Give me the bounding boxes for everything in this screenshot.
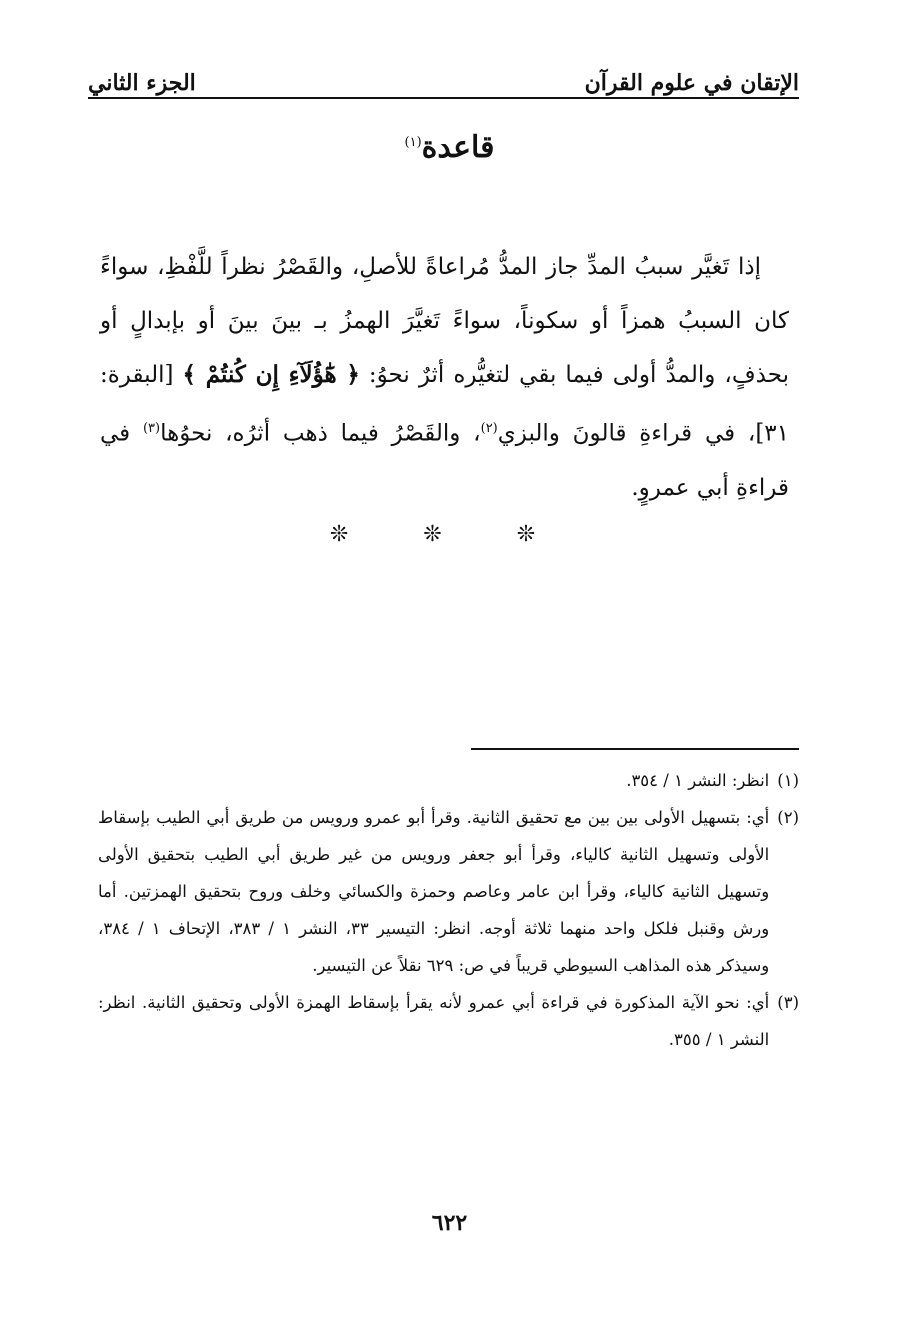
footnote-number: (٣) (777, 993, 799, 1012)
section-title (0, 130, 899, 165)
note-ref-3: (٣) (142, 421, 161, 436)
footnote-1 (98, 762, 799, 799)
main-paragraph (100, 240, 789, 515)
paragraph-text-2: [البقرة: ٣١]، في قراءةِ قالونَ والبزي (100, 362, 790, 447)
section-title-text: قاعدة (421, 130, 495, 165)
header-rule (88, 97, 799, 99)
footnote-text: انظر: النشر ١ / ٣٥٤. (626, 771, 770, 790)
footnote-text: أي: نحو الآية المذكورة في قراءة أبي عمرو لأنه يقرأ بإسقاط الهمزة الأولى وتحقيق الثانية. انظر: النشر ١ / ٣٥٥. (98, 993, 770, 1049)
footnote-3 (98, 984, 799, 1058)
paragraph-text-1: إذا تَغيَّر سببُ المدِّ جاز المدُّ مُراعاةً للأصلِ، والقَصْرُ نظراً للَّفْظِ، سواءً كان السببُ همزاً أو سكوناً، سواءً تَغيَّرَ الهمزُ بـ بينَ بينَ أو بإبدالٍ أو بحذفٍ، والمدُّ أولى فيما بقي لتغيُّره أثرٌ نحوُ: (100, 254, 789, 388)
paragraph-text-4: في قراءةِ أبي عمروٍ. (100, 420, 789, 501)
page-number: ٦٢٢ (431, 1210, 468, 1236)
book-title: الإتقان في علوم القرآن (584, 70, 799, 96)
footnote-number: (١) (777, 771, 799, 790)
footnote-number: (٢) (777, 808, 799, 827)
running-header (88, 52, 799, 96)
quran-quote: ﴿ هَٰٓؤُلَآءِ إِن كُنتُمْ ﴾ (182, 361, 360, 388)
footnote-rule (471, 748, 799, 750)
main-text (100, 240, 789, 515)
note-ref-2: (٢) (480, 421, 498, 436)
paragraph-text-3: ، والقَصْرُ فيما ذهب أثرُه، نحوُها (160, 420, 481, 447)
section-note-ref: (١) (404, 135, 422, 150)
section-separator: ❊ ❊ ❊ (329, 522, 570, 547)
footnotes (98, 762, 799, 1058)
volume-label: الجزء الثاني (88, 70, 196, 96)
footnote-text: أي: بتسهيل الأولى بين بين مع تحقيق الثانية. وقرأ أبو عمرو ورويس من طريق أبي الطيب بإسقاط الأولى وتسهيل الثانية كالياء، وقرأ أبو جعفر ورويس من غير طريق أبي الطيب بتحقيق الأولى وتسهيل الثانية كالياء، وقرأ ابن عامر وعاصم وحمزة والكسائي وخلف وروح بتحقيق الهمزتين. أما ورش وقنبل فلكل واحد منهما ثلاثة أوجه. انظر: التيسير ٣٣، النشر ١ / ٣٨٣، الإتحاف ١ / ٣٨٤، وسيذكر هذه المذاهب السيوطي قريباً في ص: ٦٢٩ نقلاً عن التيسير. (98, 808, 770, 975)
footnote-2 (98, 799, 799, 984)
